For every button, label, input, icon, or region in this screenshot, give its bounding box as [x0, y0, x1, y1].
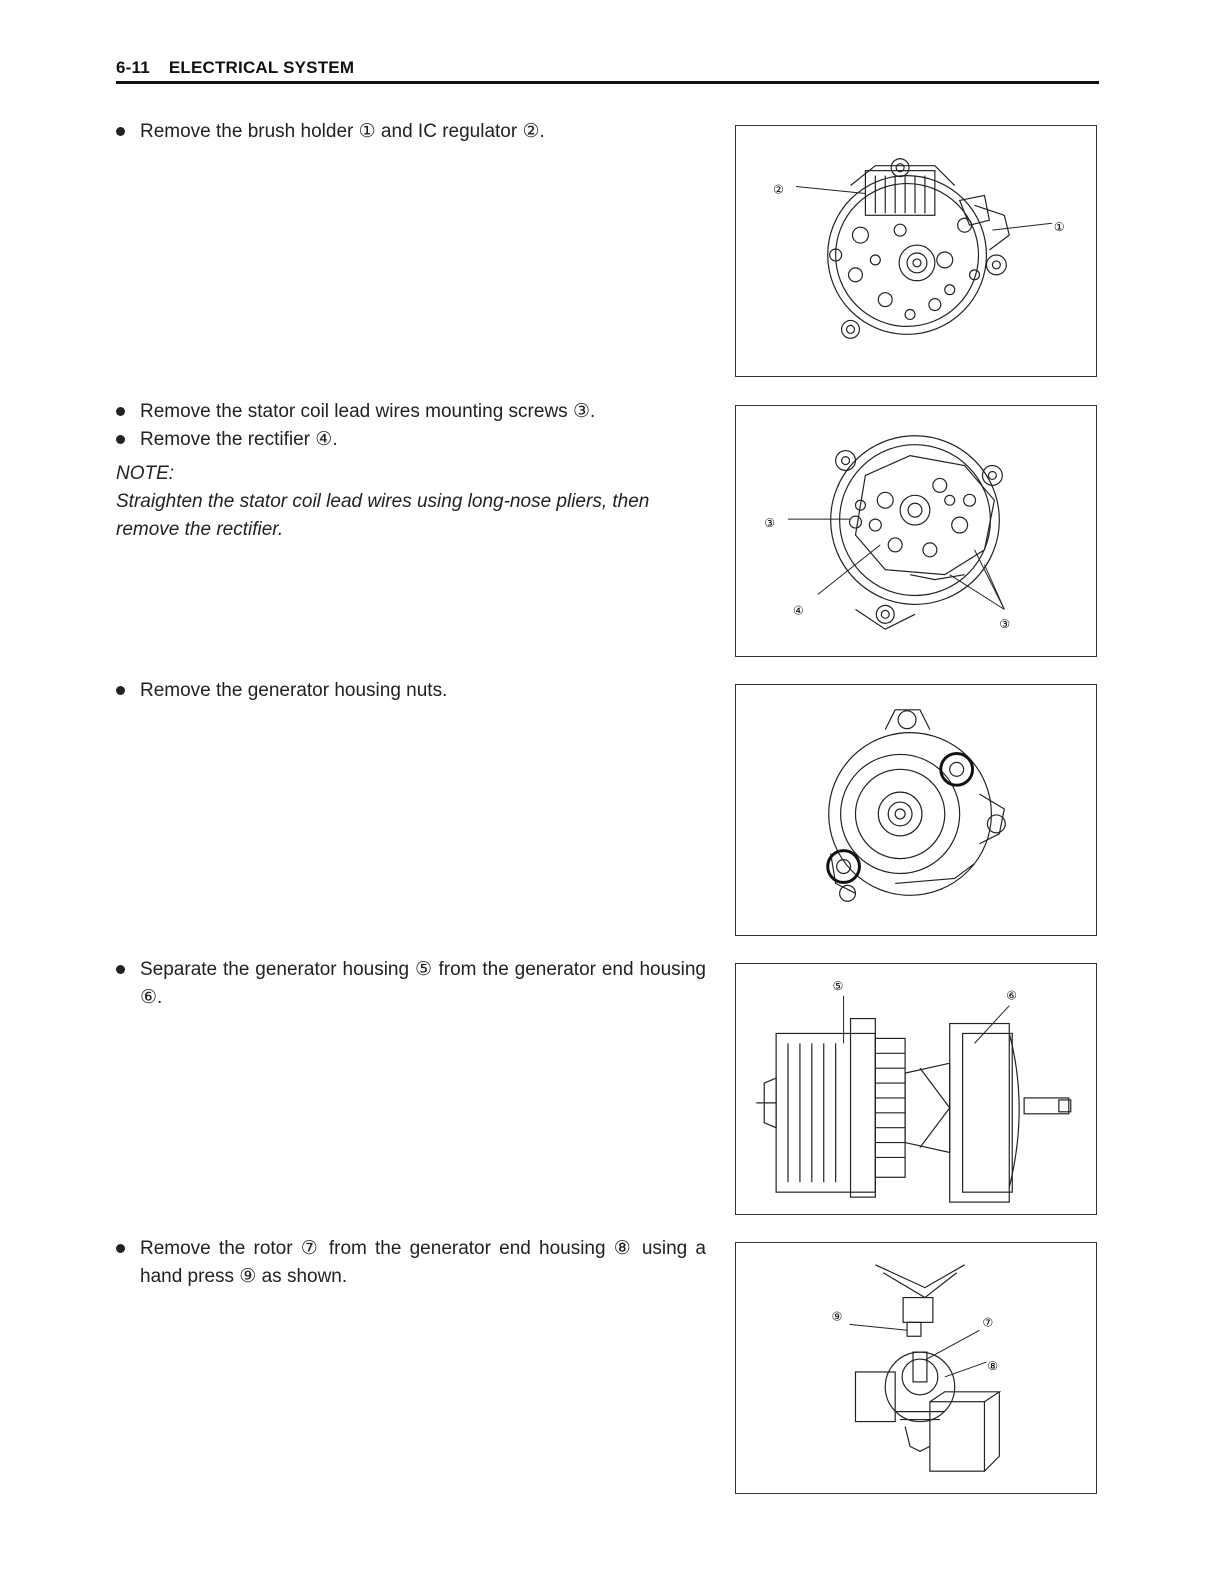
- step-5-instruction: Remove the rotor ⑦ from the generator end housing ⑧ using a hand press ⑨ as shown.: [116, 1235, 706, 1291]
- figure-brush-holder: [735, 125, 1097, 377]
- callout-3: ③: [764, 516, 775, 531]
- step-4: [116, 956, 706, 1012]
- callout-6: ⑥: [1006, 988, 1017, 1003]
- step-3: [116, 677, 706, 705]
- step-5: [116, 1235, 706, 1291]
- step-1-instruction: Remove the brush holder ① and IC regulator ②.: [116, 118, 706, 146]
- bullet-icon: [116, 1244, 125, 1253]
- step-3-instruction: Remove the generator housing nuts.: [116, 677, 706, 705]
- figure-housing-nuts: [735, 684, 1097, 936]
- callout-2: ②: [773, 182, 784, 197]
- bullet-icon: [116, 407, 125, 416]
- alternator-separated-illustration: [736, 964, 1096, 1214]
- note-title: NOTE:: [116, 463, 175, 484]
- bullet-icon: [116, 435, 125, 444]
- step-4-instruction: Separate the generator housing ⑤ from the generator end housing ⑥.: [116, 956, 706, 1012]
- alternator-rear-illustration: [736, 126, 1096, 376]
- callout-5: ⑤: [832, 978, 844, 993]
- hand-press-illustration: [736, 1243, 1096, 1493]
- callout-4: ④: [792, 603, 804, 618]
- callout-8: ⑧: [987, 1358, 999, 1373]
- step-1: [116, 118, 706, 146]
- bullet-icon: [116, 965, 125, 974]
- step-2: [116, 398, 706, 544]
- figure-separate-housing: [735, 963, 1097, 1215]
- alternator-front-illustration: [736, 685, 1096, 935]
- callout-9: ⑨: [831, 1309, 843, 1324]
- callout-1: ①: [1053, 220, 1065, 235]
- alternator-rectifier-illustration: [736, 406, 1096, 656]
- note-text: Straighten the stator coil lead wires using long-nose pliers, then remove the rectifier.: [116, 491, 650, 540]
- figure-rectifier: [735, 405, 1097, 657]
- page-number: 6-11: [116, 58, 150, 77]
- bullet-icon: [116, 686, 125, 695]
- callout-3b: ③: [999, 617, 1011, 632]
- step-2-instruction-1: Remove the stator coil lead wires mounting screws ③.: [116, 398, 706, 426]
- step-2-instruction-2: Remove the rectifier ④.: [116, 426, 706, 454]
- header-rule: [116, 81, 1099, 84]
- page-header: [116, 58, 1098, 78]
- bullet-icon: [116, 127, 125, 136]
- section-title: ELECTRICAL SYSTEM: [168, 58, 355, 77]
- figure-hand-press: [735, 1242, 1097, 1494]
- callout-7: ⑦: [982, 1315, 994, 1330]
